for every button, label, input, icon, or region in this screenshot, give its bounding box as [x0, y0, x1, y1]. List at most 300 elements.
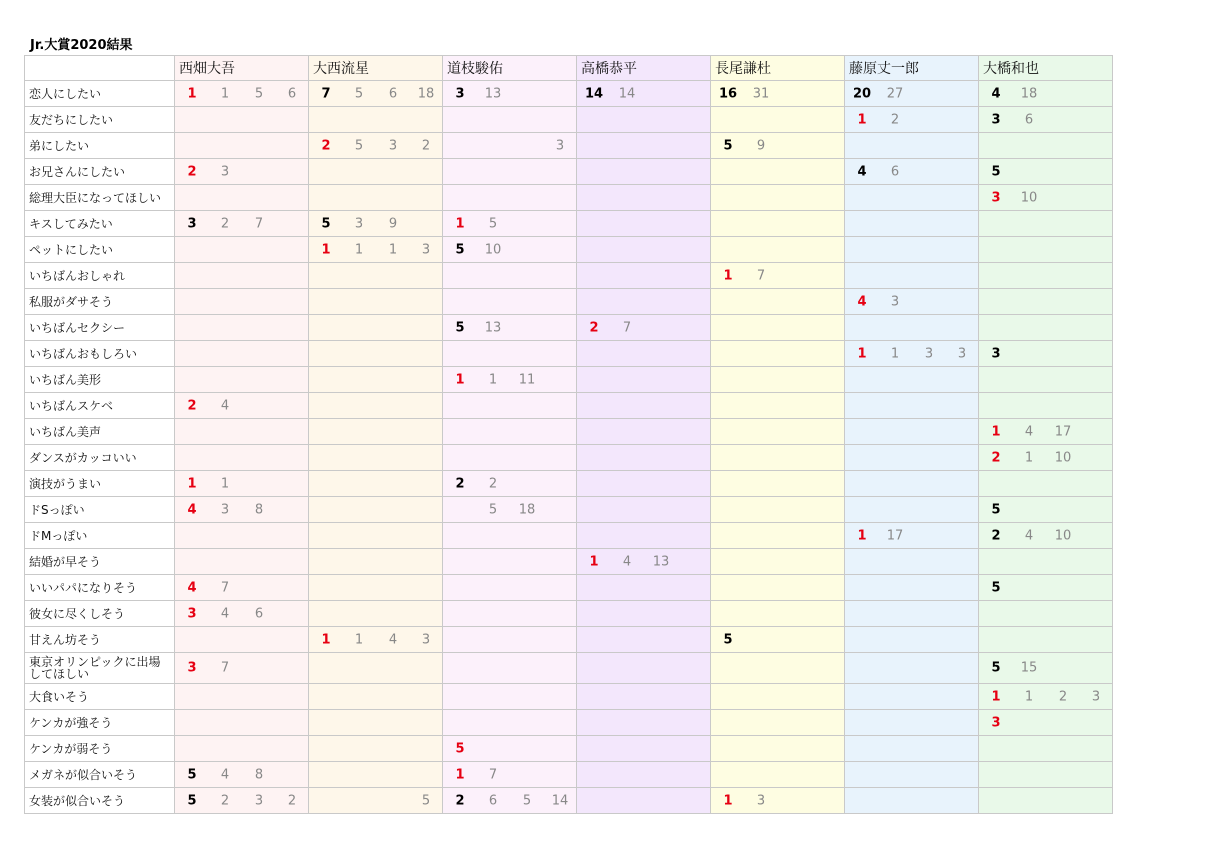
vote-value: 4 [857, 164, 867, 179]
table-row [25, 627, 1113, 653]
vote-cell [175, 471, 309, 497]
vote-cell [979, 107, 1113, 133]
vote-cell [711, 133, 845, 159]
vote-value: 2 [890, 112, 900, 127]
vote-value: 3 [220, 502, 230, 517]
vote-value: 5 [187, 767, 197, 782]
vote-value: 3 [756, 793, 766, 808]
vote-cell [577, 575, 711, 601]
vote-cell [845, 315, 979, 341]
vote-cell [443, 289, 577, 315]
vote-value: 1 [991, 689, 1001, 704]
vote-cell [309, 367, 443, 393]
vote-cell [175, 445, 309, 471]
vote-cell [711, 341, 845, 367]
vote-cell [175, 263, 309, 289]
vote-value: 5 [455, 320, 465, 335]
table-row [25, 159, 1113, 185]
vote-value: 1 [455, 216, 465, 231]
vote-cell [175, 341, 309, 367]
vote-cell [711, 393, 845, 419]
vote-cell [309, 133, 443, 159]
vote-value: 2 [421, 138, 431, 153]
vote-value: 1 [1024, 689, 1034, 704]
vote-cell [979, 185, 1113, 211]
table-row [25, 471, 1113, 497]
vote-cell [443, 315, 577, 341]
table-row [25, 367, 1113, 393]
vote-cell [845, 471, 979, 497]
vote-cell [443, 497, 577, 523]
category-label: いちばんスケベ [25, 393, 175, 419]
category-label: 東京オリンピックに出場してほしい [25, 653, 175, 684]
vote-cell [175, 367, 309, 393]
vote-value: 11 [518, 372, 536, 387]
category-label: お兄さんにしたい [25, 159, 175, 185]
vote-cell [845, 237, 979, 263]
category-label: いちばん美形 [25, 367, 175, 393]
vote-cell [309, 393, 443, 419]
vote-value: 6 [388, 86, 398, 101]
table-row [25, 653, 1113, 684]
vote-cell [577, 367, 711, 393]
vote-cell [845, 263, 979, 289]
vote-cell [175, 601, 309, 627]
vote-value: 17 [886, 528, 904, 543]
category-label: いちばん美声 [25, 419, 175, 445]
vote-cell [175, 315, 309, 341]
table-row [25, 736, 1113, 762]
vote-cell [711, 315, 845, 341]
vote-value: 2 [187, 398, 197, 413]
vote-cell [979, 736, 1113, 762]
vote-value: 5 [421, 793, 431, 808]
vote-cell [175, 133, 309, 159]
page-title: Jr.大賞2020結果 [30, 38, 133, 53]
vote-cell [711, 471, 845, 497]
category-label: いいパパになりそう [25, 575, 175, 601]
member-header: 藤原丈一郎 [845, 56, 979, 81]
vote-value: 2 [287, 793, 297, 808]
vote-cell [309, 497, 443, 523]
vote-value: 3 [254, 793, 264, 808]
category-label: 恋人にしたい [25, 81, 175, 107]
vote-value: 3 [421, 632, 431, 647]
vote-cell [443, 341, 577, 367]
vote-value: 2 [589, 320, 599, 335]
table-row [25, 341, 1113, 367]
vote-value: 5 [488, 502, 498, 517]
category-label: いちばんセクシー [25, 315, 175, 341]
vote-value: 1 [388, 242, 398, 257]
header-row [25, 56, 1113, 81]
vote-cell [711, 81, 845, 107]
vote-cell [577, 497, 711, 523]
vote-cell [443, 445, 577, 471]
vote-cell [979, 393, 1113, 419]
vote-cell [309, 263, 443, 289]
vote-value: 14 [618, 86, 636, 101]
vote-value: 4 [1024, 528, 1034, 543]
vote-value: 1 [455, 767, 465, 782]
member-header: 西畑大吾 [175, 56, 309, 81]
vote-value: 27 [886, 86, 904, 101]
vote-cell [845, 601, 979, 627]
vote-cell [175, 211, 309, 237]
vote-cell [711, 159, 845, 185]
vote-cell [175, 575, 309, 601]
category-label: 結婚が早そう [25, 549, 175, 575]
vote-cell [711, 653, 845, 684]
vote-value: 5 [723, 632, 733, 647]
vote-cell [979, 315, 1113, 341]
vote-cell [443, 237, 577, 263]
vote-cell [309, 211, 443, 237]
member-header: 大橋和也 [979, 56, 1113, 81]
vote-cell [175, 107, 309, 133]
category-label: いちばんおしゃれ [25, 263, 175, 289]
vote-value: 1 [354, 632, 364, 647]
category-label: キスしてみたい [25, 211, 175, 237]
vote-value: 2 [220, 216, 230, 231]
vote-cell [845, 575, 979, 601]
vote-cell [979, 81, 1113, 107]
vote-value: 4 [220, 398, 230, 413]
vote-value: 3 [924, 346, 934, 361]
vote-cell [845, 211, 979, 237]
vote-cell [711, 627, 845, 653]
vote-value: 20 [853, 86, 872, 101]
vote-cell [979, 627, 1113, 653]
vote-cell [309, 159, 443, 185]
table-row [25, 549, 1113, 575]
vote-cell [175, 653, 309, 684]
vote-value: 2 [187, 164, 197, 179]
vote-cell [845, 497, 979, 523]
vote-value: 5 [455, 242, 465, 257]
vote-value: 3 [354, 216, 364, 231]
corner-cell [25, 56, 175, 81]
table-row [25, 523, 1113, 549]
vote-cell [845, 523, 979, 549]
vote-cell [577, 263, 711, 289]
vote-cell [443, 133, 577, 159]
vote-value: 1 [723, 793, 733, 808]
vote-cell [845, 445, 979, 471]
vote-cell [175, 523, 309, 549]
vote-cell [979, 159, 1113, 185]
table-row [25, 133, 1113, 159]
vote-cell [443, 393, 577, 419]
vote-cell [577, 549, 711, 575]
table-row [25, 211, 1113, 237]
vote-value: 1 [321, 242, 331, 257]
vote-cell [979, 710, 1113, 736]
category-label: 総理大臣になってほしい [25, 185, 175, 211]
vote-value: 6 [890, 164, 900, 179]
table-row [25, 762, 1113, 788]
vote-cell [845, 653, 979, 684]
vote-value: 4 [187, 502, 197, 517]
vote-cell [979, 367, 1113, 393]
vote-value: 3 [890, 294, 900, 309]
vote-cell [443, 81, 577, 107]
vote-cell [309, 471, 443, 497]
vote-cell [443, 471, 577, 497]
vote-value: 4 [622, 554, 632, 569]
vote-value: 7 [220, 580, 230, 595]
vote-cell [979, 133, 1113, 159]
vote-cell [979, 575, 1113, 601]
vote-value: 1 [857, 112, 867, 127]
vote-cell [979, 497, 1113, 523]
vote-cell [443, 710, 577, 736]
vote-cell [443, 263, 577, 289]
vote-value: 7 [220, 660, 230, 676]
vote-cell [979, 471, 1113, 497]
vote-cell [309, 107, 443, 133]
vote-cell [845, 107, 979, 133]
category-label: メガネが似合いそう [25, 762, 175, 788]
vote-cell [577, 653, 711, 684]
vote-value: 1 [187, 476, 197, 491]
vote-value: 2 [991, 528, 1001, 543]
vote-cell [309, 710, 443, 736]
vote-value: 5 [991, 660, 1001, 676]
vote-cell [845, 393, 979, 419]
vote-cell [309, 419, 443, 445]
vote-cell [309, 549, 443, 575]
vote-cell [577, 159, 711, 185]
category-label: ペットにしたい [25, 237, 175, 263]
vote-cell [443, 549, 577, 575]
vote-cell [309, 445, 443, 471]
category-label: ケンカが弱そう [25, 736, 175, 762]
vote-cell [443, 575, 577, 601]
vote-cell [443, 107, 577, 133]
vote-cell [711, 762, 845, 788]
vote-cell [845, 341, 979, 367]
vote-cell [443, 627, 577, 653]
vote-value: 2 [455, 793, 465, 808]
table-row [25, 185, 1113, 211]
vote-value: 13 [484, 320, 502, 335]
table-row [25, 575, 1113, 601]
vote-cell [175, 684, 309, 710]
vote-value: 3 [187, 216, 197, 231]
vote-value: 3 [991, 190, 1001, 205]
vote-cell [979, 788, 1113, 814]
category-label: ダンスがカッコいい [25, 445, 175, 471]
vote-cell [845, 133, 979, 159]
vote-cell [577, 601, 711, 627]
vote-cell [711, 497, 845, 523]
vote-value: 3 [1091, 689, 1101, 704]
vote-value: 3 [388, 138, 398, 153]
vote-cell [845, 549, 979, 575]
vote-cell [309, 289, 443, 315]
vote-cell [309, 684, 443, 710]
vote-value: 2 [220, 793, 230, 808]
vote-value: 6 [1024, 112, 1034, 127]
vote-cell [309, 575, 443, 601]
table-row [25, 315, 1113, 341]
vote-cell [175, 627, 309, 653]
vote-value: 3 [991, 715, 1001, 730]
vote-cell [711, 684, 845, 710]
vote-cell [443, 653, 577, 684]
vote-value: 4 [220, 606, 230, 621]
vote-value: 6 [254, 606, 264, 621]
vote-value: 1 [991, 424, 1001, 439]
vote-cell [577, 107, 711, 133]
vote-cell [175, 185, 309, 211]
vote-cell [309, 736, 443, 762]
vote-value: 4 [388, 632, 398, 647]
category-label: 女装が似合いそう [25, 788, 175, 814]
vote-cell [979, 684, 1113, 710]
vote-cell [979, 549, 1113, 575]
category-label: 大食いそう [25, 684, 175, 710]
vote-cell [979, 762, 1113, 788]
vote-value: 2 [455, 476, 465, 491]
vote-cell [577, 710, 711, 736]
vote-cell [711, 523, 845, 549]
vote-cell [711, 575, 845, 601]
member-header: 長尾謙杜 [711, 56, 845, 81]
vote-cell [845, 159, 979, 185]
vote-value: 14 [585, 86, 604, 101]
vote-cell [309, 81, 443, 107]
vote-cell [175, 762, 309, 788]
vote-cell [711, 263, 845, 289]
vote-value: 1 [890, 346, 900, 361]
vote-cell [845, 762, 979, 788]
vote-cell [443, 185, 577, 211]
vote-cell [979, 263, 1113, 289]
vote-value: 1 [321, 632, 331, 647]
vote-cell [175, 393, 309, 419]
vote-value: 5 [991, 580, 1001, 595]
vote-cell [577, 684, 711, 710]
vote-cell [309, 762, 443, 788]
vote-value: 3 [455, 86, 465, 101]
category-label: 彼女に尽くしそう [25, 601, 175, 627]
vote-value: 13 [484, 86, 502, 101]
category-label: いちばんおもしろい [25, 341, 175, 367]
vote-cell [711, 601, 845, 627]
table-row [25, 710, 1113, 736]
vote-value: 3 [991, 112, 1001, 127]
vote-value: 3 [555, 138, 565, 153]
vote-cell [443, 601, 577, 627]
vote-cell [175, 237, 309, 263]
category-label: 甘えん坊そう [25, 627, 175, 653]
vote-value: 10 [1020, 190, 1038, 205]
vote-cell [443, 211, 577, 237]
table-row [25, 497, 1113, 523]
vote-cell [577, 185, 711, 211]
vote-value: 3 [957, 346, 967, 361]
results-body [25, 81, 1113, 814]
vote-cell [309, 341, 443, 367]
vote-cell [979, 523, 1113, 549]
vote-cell [979, 341, 1113, 367]
vote-cell [309, 185, 443, 211]
vote-value: 9 [756, 138, 766, 153]
vote-cell [309, 653, 443, 684]
vote-cell [443, 684, 577, 710]
vote-value: 5 [488, 216, 498, 231]
vote-cell [711, 788, 845, 814]
vote-value: 4 [220, 767, 230, 782]
member-header: 道枝駿佑 [443, 56, 577, 81]
vote-cell [577, 341, 711, 367]
vote-cell [845, 289, 979, 315]
vote-cell [979, 445, 1113, 471]
vote-cell [845, 684, 979, 710]
vote-value: 13 [652, 554, 670, 569]
vote-cell [309, 315, 443, 341]
member-header: 大西流星 [309, 56, 443, 81]
vote-cell [577, 523, 711, 549]
vote-cell [577, 133, 711, 159]
vote-cell [845, 419, 979, 445]
vote-cell [175, 497, 309, 523]
table-row [25, 263, 1113, 289]
category-label: ドSっぽい [25, 497, 175, 523]
vote-value: 1 [220, 476, 230, 491]
vote-value: 10 [484, 242, 502, 257]
vote-value: 5 [455, 741, 465, 756]
vote-cell [577, 736, 711, 762]
vote-value: 1 [857, 528, 867, 543]
table-row [25, 107, 1113, 133]
vote-cell [711, 367, 845, 393]
vote-cell [577, 445, 711, 471]
vote-cell [979, 237, 1113, 263]
vote-cell [979, 211, 1113, 237]
category-label: 演技がうまい [25, 471, 175, 497]
vote-cell [979, 289, 1113, 315]
vote-cell [711, 185, 845, 211]
vote-cell [979, 601, 1113, 627]
vote-cell [845, 185, 979, 211]
vote-value: 5 [321, 216, 331, 231]
vote-value: 6 [488, 793, 498, 808]
vote-cell [577, 237, 711, 263]
table-row [25, 81, 1113, 107]
vote-cell [845, 788, 979, 814]
vote-cell [175, 159, 309, 185]
vote-value: 1 [857, 346, 867, 361]
vote-value: 10 [1054, 528, 1072, 543]
vote-value: 1 [455, 372, 465, 387]
category-label: 弟にしたい [25, 133, 175, 159]
vote-cell [577, 289, 711, 315]
vote-value: 9 [388, 216, 398, 231]
vote-cell [309, 523, 443, 549]
vote-value: 16 [719, 86, 738, 101]
vote-cell [443, 736, 577, 762]
vote-value: 7 [254, 216, 264, 231]
vote-value: 4 [857, 294, 867, 309]
table-row [25, 289, 1113, 315]
table-row [25, 445, 1113, 471]
vote-value: 18 [417, 86, 435, 101]
vote-cell [711, 710, 845, 736]
vote-cell [711, 419, 845, 445]
